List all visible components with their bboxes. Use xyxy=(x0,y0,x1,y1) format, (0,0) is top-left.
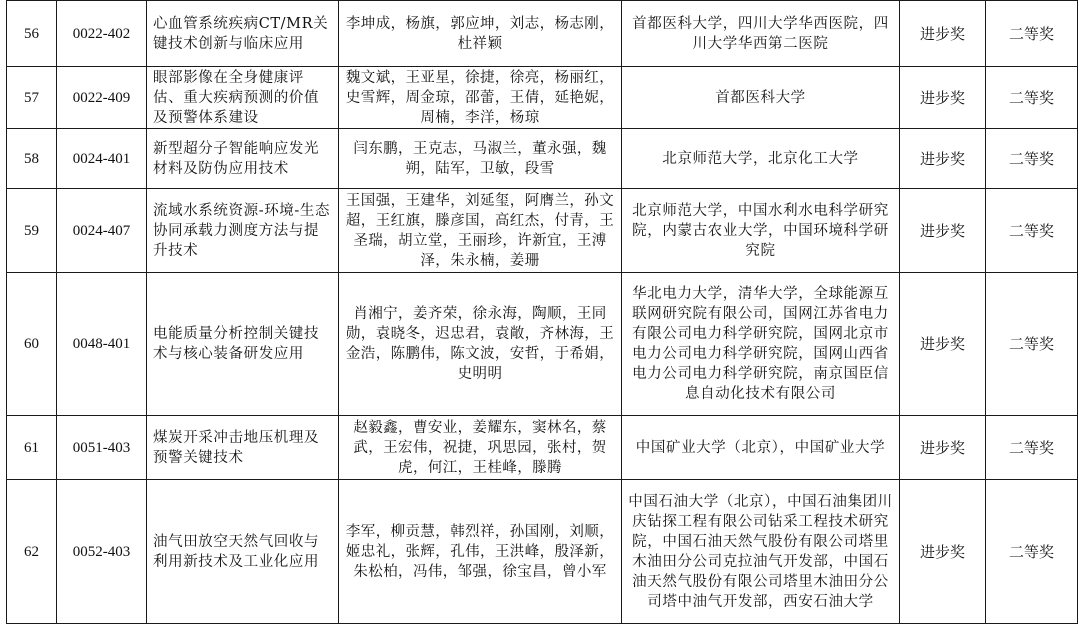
row-number: 58 xyxy=(7,129,57,189)
award-level: 二等奖 xyxy=(986,67,1078,129)
completers: 李坤成，杨旗，郭应坤，刘志，杨志刚，杜祥颖 xyxy=(339,1,622,67)
completers: 李军，柳贡慧，韩烈祥，孙国刚，刘顺，姬忠礼，张辉，孔伟，王洪峰，殷泽新，朱松柏，冯伟，邹强，徐宝昌，曾小军 xyxy=(339,480,622,624)
table-row xyxy=(7,480,1078,624)
project-name: 煤炭开采冲击地压机理及预警关键技术 xyxy=(147,416,339,480)
award-type: 进步奖 xyxy=(900,67,986,129)
table-row xyxy=(7,273,1078,416)
completing-units: 北京师范大学，北京化工大学 xyxy=(622,129,900,189)
award-type: 进步奖 xyxy=(900,1,986,67)
completing-units: 北京师范大学，中国水利水电科学研究院，内蒙古农业大学，中国环境科学研究院 xyxy=(622,189,900,273)
completing-units: 首都医科大学，四川大学华西医院，四川大学华西第二医院 xyxy=(622,1,900,67)
project-code: 0052-403 xyxy=(57,480,147,624)
awards-table xyxy=(6,0,1078,624)
award-level: 二等奖 xyxy=(986,273,1078,416)
completing-units: 首都医科大学 xyxy=(622,67,900,129)
project-code: 0022-402 xyxy=(57,1,147,67)
award-level: 二等奖 xyxy=(986,480,1078,624)
award-type: 进步奖 xyxy=(900,273,986,416)
completers: 肖湘宁，姜齐荣，徐永海，陶顺，王同勋，袁晓冬，迟忠君，袁敞，齐林海，王金浩，陈鹏伟，陈文波，安哲，于希娟，史明明 xyxy=(339,273,622,416)
row-number: 57 xyxy=(7,67,57,129)
completers: 闫东鹏，王克志，马淑兰，董永强，魏朔，陆军，卫敏，段雪 xyxy=(339,129,622,189)
award-level: 二等奖 xyxy=(986,416,1078,480)
award-type: 进步奖 xyxy=(900,129,986,189)
project-name: 油气田放空天然气回收与利用新技术及工业化应用 xyxy=(147,480,339,624)
award-type: 进步奖 xyxy=(900,416,986,480)
completing-units: 华北电力大学，清华大学，全球能源互联网研究院有限公司，国网江苏省电力有限公司电力科学研究院，国网北京市电力公司电力科学研究院，国网山西省电力公司电力科学研究院，南京国臣信息自动化技术有限公司 xyxy=(622,273,900,416)
project-code: 0024-407 xyxy=(57,189,147,273)
project-name: 新型超分子智能响应发光材料及防伪应用技术 xyxy=(147,129,339,189)
project-code: 0051-403 xyxy=(57,416,147,480)
table-row xyxy=(7,189,1078,273)
completing-units: 中国石油大学（北京），中国石油集团川庆钻探工程有限公司钻采工程技术研究院，中国石油天然气股份有限公司塔里木油田分公司克拉油气开发部，中国石油天然气股份有限公司塔里木油田分公司塔中油气开发部，西安石油大学 xyxy=(622,480,900,624)
row-number: 61 xyxy=(7,416,57,480)
project-code: 0024-401 xyxy=(57,129,147,189)
table-row xyxy=(7,416,1078,480)
project-code: 0048-401 xyxy=(57,273,147,416)
completers: 赵毅鑫，曹安业，姜耀东，窦林名，蔡武，王宏伟，祝捷，巩思园，张村，贺虎，何江，王桂峰，滕腾 xyxy=(339,416,622,480)
project-name: 流域水系统资源-环境-生态协同承载力测度方法与提升技术 xyxy=(147,189,339,273)
table-row xyxy=(7,67,1078,129)
table-row xyxy=(7,1,1078,67)
awards-table-body xyxy=(7,1,1078,624)
row-number: 62 xyxy=(7,480,57,624)
project-name: 眼部影像在全身健康评估、重大疾病预测的价值及预警体系建设 xyxy=(147,67,339,129)
row-number: 60 xyxy=(7,273,57,416)
completers: 魏文斌，王亚星，徐捷，徐亮，杨丽红，史雪辉，周金琼，邵蕾，王倩，延艳妮，周楠，李洋，杨琼 xyxy=(339,67,622,129)
completing-units: 中国矿业大学（北京），中国矿业大学 xyxy=(622,416,900,480)
award-level: 二等奖 xyxy=(986,129,1078,189)
award-type: 进步奖 xyxy=(900,480,986,624)
project-name: 电能质量分析控制关键技术与核心装备研发应用 xyxy=(147,273,339,416)
completers: 王国强，王建华，刘延玺，阿膺兰，孙文超，王红旗，滕彦国，高红杰，付青，王圣瑞，胡立堂，王丽珍，许新宜，王溥泽，朱永楠，姜珊 xyxy=(339,189,622,273)
award-level: 二等奖 xyxy=(986,189,1078,273)
row-number: 56 xyxy=(7,1,57,67)
project-code: 0022-409 xyxy=(57,67,147,129)
award-level: 二等奖 xyxy=(986,1,1078,67)
row-number: 59 xyxy=(7,189,57,273)
project-name: 心血管系统疾病CT/MR关键技术创新与临床应用 xyxy=(147,1,339,67)
table-row xyxy=(7,129,1078,189)
award-type: 进步奖 xyxy=(900,189,986,273)
